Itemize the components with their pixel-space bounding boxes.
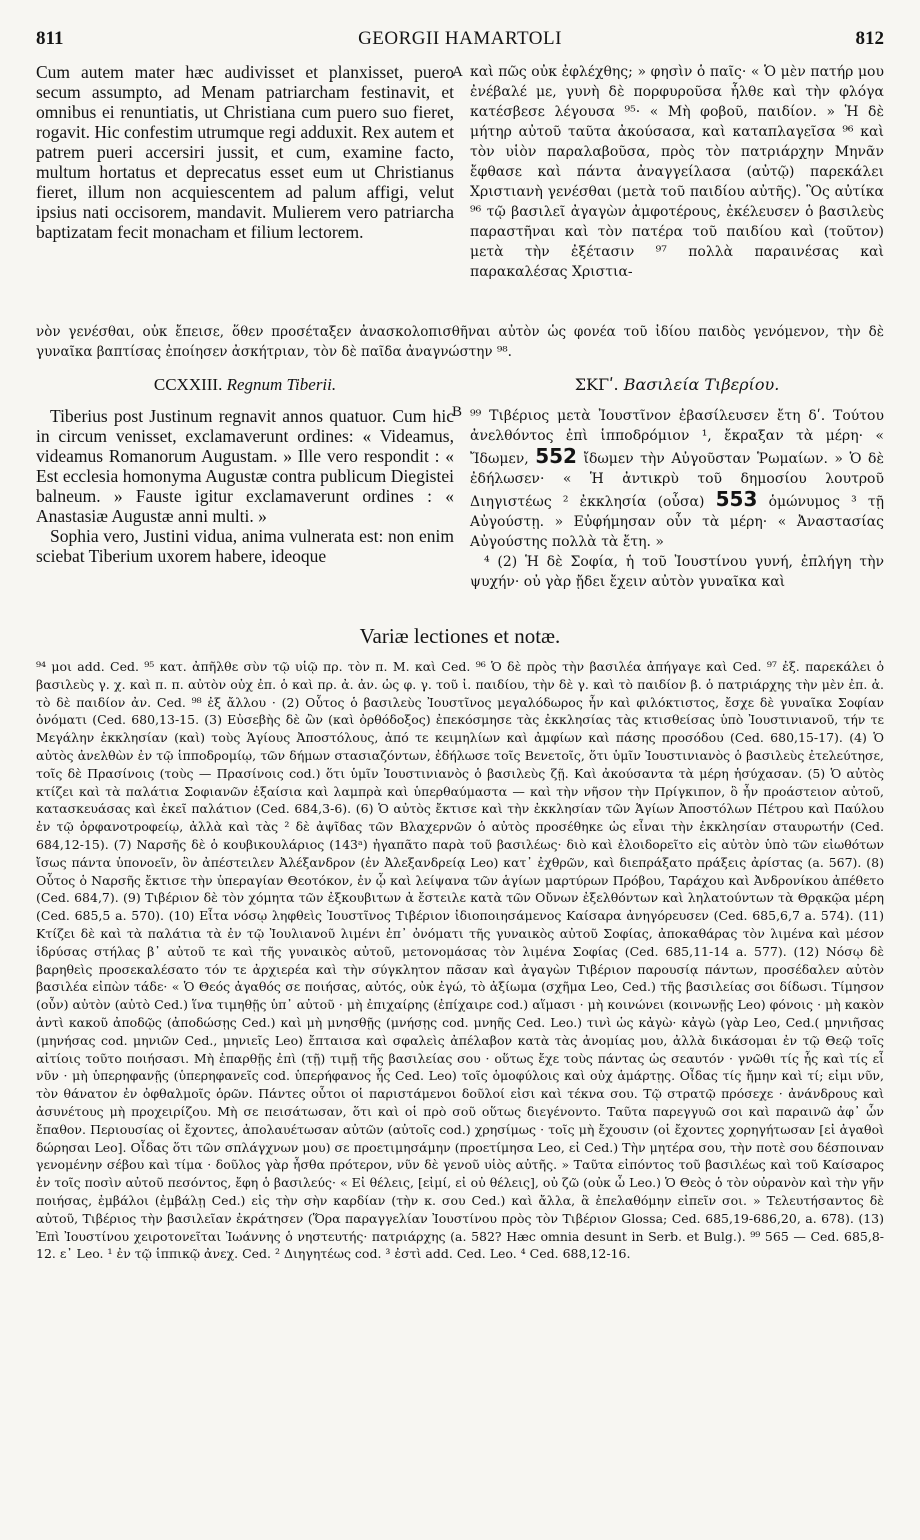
greek-paragraph-sophia: ⁴ (2) Ἡ δὲ Σοφία, ἡ τοῦ Ἰουστίνου γυνή, ἐπλήγη τὴν ψυχήν· οὐ γὰρ ᾔδει ἔχειν αὐτὸν γυναῖκα καὶ: [470, 554, 884, 590]
page-ref-552: 552: [535, 444, 577, 468]
greek-text-a: ⁹⁹ Τιβέριος μετὰ Ἰουστῖνον ἐβασίλευσεν ἔτη δʹ. Τούτου ἀνελθόντος ἐπὶ ἱπποδρόμιον ¹, ἔκραξαν τὰ μέρη· « Ἴδωμεν,: [470, 408, 884, 467]
notes-body: ⁹⁴ μοι add. Ced. ⁹⁵ κατ. ἀπῆλθε σὺν τῷ υἱῷ πρ. τὸν π. Μ. καὶ Ced. ⁹⁶ Ὁ δὲ πρὸς τὴν βασιλέα ἀπήγαγε καὶ Ced. ⁹⁷ ἐξ. παρεκάλει ὁ βασιλεὺς γ. χ. καὶ π. π. αὐτὸν οὐχ ἐπ. ὁ καὶ πρ. ἀ. ἀν. ὡς φ. γ. τοῦ ἰ. παιδίου, τὴν δὲ γ. καὶ τὸ παιδίον β. ὁ πατριάρχης τὴν μὲν ἐπ. ἀ. τὸ δὲ παιδίον ἀν. Ced. ⁹⁸ ἐξ ἄλλου · (2) Οὗτος ὁ βασιλεὺς Ἰουστῖνος μεγαλόδωρος ἦν καὶ φιλόκτιστος, ἔσχε δὲ γυναῖκα Σοφίαν ὀνόματι (Ced. 680,13-15. (3) Εὐσεβὴς δὲ ὢν (καὶ ὀρθόδοξος) ἐπεκόσμησε τὰς ἐκκλησίας τὰς κτισθείσας ὑπὸ Ἰουστινιανοῦ, τήν τε Μεγάλην ἐκκλησίαν (καὶ) τοὺς Ἁγίους Ἀποστόλους, ἀπό τε κειμηλίων καὶ ἀμφίων καὶ πάσης προσόδου (Ced. 680,15-17). (4) Ὁ αὐτὸς ἀνελθὼν ἐν τῷ ἱπποδρομίῳ, τῶν δήμων στασιαζόντων, ἐδήλωσε τοῖς Βενετοῖς, ὅτι ὑμῖν Ἰουστινιανὸς ὁ βασιλεὺς ἐτελεύτησε, τοῖς δὲ Πρασίνοις (τοὺς — Πρασίνοις cod.) ὅτι ὑμῖν Ἰουστινιανὸς ὁ βασιλεὺς ζῇ. Καὶ ἀκούσαντα τὰ μέρη ἡσύχασαν. (5) Ὁ αὐτὸς κτίζει καὶ τὰ παλάτια Σοφιανῶν ἐξαίσια καὶ λαμπρὰ καὶ ὑπερθαύμαστα — καὶ τὴν νῆσον τὴν Πρίγκιπον, ὃ ἦν προάστειον αὐτοῦ, κατασκευάσας καὶ ἐκεῖ παλάτιον (Ced. 684,3-6). (6) Ὁ αὐτὸς ἔκτισε καὶ τὴν ἐκκλησίαν τῶν Ἁγίων Ἀποστόλων Πέτρου καὶ Παύλου ἐν τῷ ὀρφανοτροφείῳ, ἀλλὰ καὶ τὰς ² δὲ ἀψῖδας τῶν Βλαχερνῶν ὁ αὐτὸς προσέθηκε ὡς εἶναι τὴν ἐκκλησίαν σταυρωτήν (Ced. 684,12-15). (7) Ναρσῆς δὲ ὁ κουβικουλάριος (143ᵃ) ἠγαπᾶτο παρὰ τοῦ βασιλέως· διὸ καὶ ἐλοιδορεῖτο εἰς αὐτὸν ὑπὸ τῶν εἰωθότων ἴσως πάντα ὑπονοεῖν, ὃν ἀπέστειλεν Ἀλέξανδρον (ἐν Ἀλεξανδρείᾳ Leo) κατ᾽ ἐχθρῶν, καὶ διεπράξατο πράξεις ἀρίστας (a. 567). (8) Οὗτος ὁ Ναρσῆς ἔκτισε τὴν ὑπεραγίαν Θεοτόκον, ἐν ᾧ καὶ λείψανα τῶν ἁγίων μαρτύρων Πρόβου, Ταράχου καὶ Ἀνδρονίκου ἀπέθετο (Ced. 684,7). (9) Τιβέριον δὲ τὸν χόμητα τῶν ἐξκουβιτων ἀ ἔστειλε κατὰ τῶν Οὔνων ἐξελθόντων καὶ ληλατούντων τὰ Θρᾳκῷα μέρη (Ced. 685,5 a. 570). (10) Εἶτα νόσῳ ληφθεὶς Ἰουστῖνος Τιβέριον ἰδιοποιησάμενος Καίσαρα ἀνηγόρευσεν (Ced. 685,6,7 a. 574). (11) Κτίζει δὲ καὶ τὰ παλάτια τὰ ἐν τῷ Ἰουλιανοῦ λιμένι ἐπ᾽ ὀνόματι τῆς γυναικὸς αὐτοῦ Σοφίας, ἀποκαθάρας τὸν λιμένα καὶ μέσον ἱδρύσας στήλας β᾽ αὐτοῦ τε καὶ τῆς γυναικὸς αὐτοῦ, μετονομάσας τὸν λιμένα Σοφίας (Ced. 685,11-14 a. 577). (12) Νόσῳ δὲ βαρηθεὶς προσεκαλέσατο τόν τε ἀρχιερέα καὶ τὴν σύγκλητον πᾶσαν καὶ ἀγαγὼν Τιβέριον παρουσίᾳ πάντων, προσέδαλεν αὐτὸν βασιλέα εἰπὼν τάδε· « Ὁ Θεός ἀγαθός σε ποιήσας, αὐτός, οὐκ ἐγώ, τὸ ἀξίωμα (σχῆμα Leo, Ced.) τῆς βασιλείας σοι δίδωσι. Τίμησον (οὖν) αὐτὸν (αὐτὸ Ced.) ἵνα τιμηθῇς ὑπ᾽ αὐτοῦ · μὴ ἐπιχαίρης (ἐπίχαιρε cod.) αἵμασι · μὴ κοινώνει (κοινωνῇς Leo) φόνοις · μὴ κακὸν ἀντὶ κακοῦ ἀποδῷς (ἀποδώσῃς Ced.) καὶ μὴ μνησθῇς (μνήσῃς cod. μνηῆς Ced. Leo.) τινὶ ὡς κἀγὼ· κἀγὼ (γὰρ Leo, Ced.( μηνιῆσας (μηνήσας cod. μηνιῶν Ced., μηνιεῖς Leo) ἔπταισα καὶ σφαλεὶς ἀπέλαβον κατὰ τὰς ἀνομίας μου, ἀλλὰ δικάσομαι ἐν τῷ Θεῷ τοῖς αἰτίοις τοῦτο ποιήσασι. Μὴ ἐπαρθῇς ἐπὶ (τῇ) τιμῇ τῆς βασιλείας σου · οὕτως ἔχε τοὺς πάντας ὡς σεαυτόν · γνῶθι τίς ἧς καὶ τίς εἶ νῦν · μὴ ὑπερηφανῇς (ὑπερηφανεῖς cod. ὑπερήφανος ἧς Ced. Leo) τοῖς ὁμοφύλοις καὶ οὐχ ἁμάρτῃς. Οἶδας τίς ἤμην καὶ τί; εἰμι νῦν, τὸν θάνατον ἐν ὀφθαλμοῖς ὁρῶν. Πάντες οὗτοι οἱ παριστάμενοι δοῦλοί εἰσι καὶ τέκνα σου. Τῷ στρατῷ πρόσεχε · ἀνάνδρους καὶ ἀσυνέτους μὴ προχειρίζου. Μὴ σε πεισάτωσαν, ὅτι καὶ οἱ πρὸ σοῦ οὕτως διεγένοντο. Ταῦτα παρεγγυῶ σοι καὶ παραινῶ ἀφ᾽ ὧν ἔπαθον. Περιουσίας οἱ ἔχοντες, ἀπολαυέτωσαν αὐτῶν (αὐτοῖς cod.) χρησίμως · τοῖς μὴ ἔχουσιν (οἱ ἔχοντες χορηγήτωσαν [εἰ ἀγαθοὶ δώρησαι Leo]. Οἶδας ὅτι τῶν σπλάγχνων μου) σε προετιμησάμην (προετίμησα Leo, εἰ Ced.) Τὴν μητέρα σου, τὴν ποτὲ σου δέσποιναν γενομένην σέβου καὶ τίμα · δοῦλος γὰρ ἦσθα πρότερον, νῦν δὲ γενοῦ υἱὸς αὐτῆς. » Ταῦτα εἰπόντος τοῦ βασιλέως καὶ τοῦ Καίσαρος ἐν τοῖς ποσὶν αὐτοῦ πεσόντος, ἔφη ὁ βασιλεύς· « Εἰ θέλεις, [εἰμί, εἰ οὐ θέλεις], οὐ ζῶ (οὐκ ὦ Leo.) Ὁ Θεὸς ὁ τὸν οὐρανὸν καὶ τὴν γῆν ποιήσας, ἐμβάλοι (ἐμβάλῃ Ced.) εἰς τὴν σὴν καρδίαν (τὴν κ. σου Ced.) καὶ ἄλλα, ἃ ἐπελαθόμην εἰπεῖν σοι. » Τελευτήσαντος δὲ αὐτοῦ, Τιβέριος τὴν βασιλεῖαν ἐκράτησεν (Ὅρα παραγγελίαν Ἰουστίνου πρὸς τὸν Τιβέριον Glossa; Ced. 685,19-686,20, a. 678). (13) Ἐπὶ Ἰουστίνου χειροτονεῖται Ἰωάννης ὁ νηστευτής· πατριάρχης (a. 582? Hæc omnia desunt in Serb. et Bulg.). ⁹⁹ 565 — Ced. 685,8-12. ε᾽ Leo. ¹ ἐν τῷ ἱππικῷ ἀνεχ. Ced. ² Διηγητέως cod. ³ ἐστὶ add. Ced. Leo. ⁴ Ced. 688,12-16.: [36, 659, 884, 1262]
greek-text-c: ὁμώνυμος ³ τῇ Αὐγούστῃ. » Εὐφήμησαν οὖν τὰ μέρη· « Ἀναστασίας Αὐγούστης πολλὰ τὰ ἔτη. »: [470, 494, 885, 550]
greek-text-b: ἴδωμεν τὴν Αὐγοῦσταν Ῥωμαίων. » Ὁ δὲ ἐδήλωσεν· « Ἡ ἀντικρὺ τοῦ δημοσίου λουτροῦ Διηγιστέως ² ἐκκλησία (οὖσα): [470, 451, 884, 510]
notes-heading: Variæ lectiones et notæ.: [359, 624, 561, 648]
latin-section-heading: [36, 375, 454, 395]
latin-paragraph-tiberius: Tiberius post Justinum regnavit annos quatuor. Cum hic in circum venisset, exclamaverunt ordines: « Videamus, videamus Romanorum Augustam. » Ille vero respondit : « Est ecclesia homonyma Augustæ contra publicum Diegistei balneum. » Fauste igitur exclamaverunt ordines : « Anastasiæ Augustæ anni multi. »: [36, 406, 454, 526]
page-number-right: 812: [855, 28, 884, 49]
page-ref-553: 553: [715, 487, 758, 511]
greek-section-number: ΣΚΓʹ.: [574, 375, 619, 394]
latin-paragraph-sophia: Sophia vero, Justini vidua, anima vulnerata est: non enim sciebat Tiberium uxorem habere, ideoque: [36, 526, 454, 566]
greek-full-width-line: νὸν γενέσθαι, οὐκ ἔπεισε, ὅθεν προσέταξεν ἀνασκολοπισθῆναι αὐτὸν ὡς φονέα τοῦ ἰδίου παιδὸς γενόμενον, τὴν δὲ γυναῖκα βαπτίσας ἐποίησεν ἀσκήτριαν, τὸν δὲ παῖδα ἀναγνώστην ⁹⁸.: [36, 324, 884, 360]
greek-section-title: Βασιλεία Τιβερίου.: [623, 375, 780, 394]
running-header: [36, 28, 884, 60]
column-marker-b: B: [452, 404, 463, 420]
greek-column-2: [470, 406, 884, 618]
page-number-left: 811: [36, 28, 64, 49]
running-title: GEORGII HAMARTOLI: [358, 28, 562, 49]
greek-paragraph-tiberius: [470, 406, 884, 552]
greek-section-heading: [470, 375, 884, 394]
latin-column-1: Cum autem mater hæc audivisset et planxisset, puero secum assumpto, ad Menam patriarcham festinavit, et omnibus ei renuntiatis, ut Christiana cum puero suo fieret, rogavit. Hic confestim utrumque regi adduxit. Rex autem et patrem pueri accersiri jussit, et cum, examine facto, multum hortatus et deprecatus esset eum ut Christianus fieret, illum non acquiescentem ad palum affigi, velut ipsius nati occisorem, mandavit. Mulierem vero patriarcha baptizatam fecit monacham et filium lectorem.: [36, 62, 454, 242]
column-marker-a: A: [452, 64, 463, 80]
greek-column-1: καὶ πῶς οὐκ ἐφλέχθης; » φησὶν ὁ παῖς· « Ὁ μὲν πατήρ μου ἐνέβαλέ με, γυνὴ δὲ πορφυροῦσα ἧλθε καὶ τὴν φλόγα κατέσβεσε λέγουσα ⁹⁵· « Μὴ φοβοῦ, παιδίον. » Ἡ δὲ μήτηρ αὐτοῦ ταῦτα ἀκούσασα, καὶ καταπλαγεῖσα ⁹⁶ καὶ τὸν υἱὸν παραλαβοῦσα, πρὸς τὸν πατριάρχην Μηνᾶν ἔφθασε καὶ πάντα ἀναγγείλασα (αὐτῷ) παρεκάλει Χριστιανὴ γενέσθαι (μετὰ τοῦ παιδίου αὐτῆς). Ὃς αὐτίκα ⁹⁶ τῷ βασιλεῖ ἀγαγὼν ἀμφοτέρους, ἐκέλευσεν ὁ βασιλεὺς παραστῆναι καὶ τὸν πατέρα τοῦ παιδίου καὶ (τοῦτον) μετὰ τὴν ἐξέτασιν ⁹⁷ πολλὰ παραινέσας καὶ παρακαλέσας Χριστια-: [470, 64, 884, 280]
latin-column-2: [36, 406, 454, 606]
latin-section-number: CCXXIII.: [153, 375, 223, 394]
latin-section-title: Regnum Tiberii.: [226, 375, 337, 394]
